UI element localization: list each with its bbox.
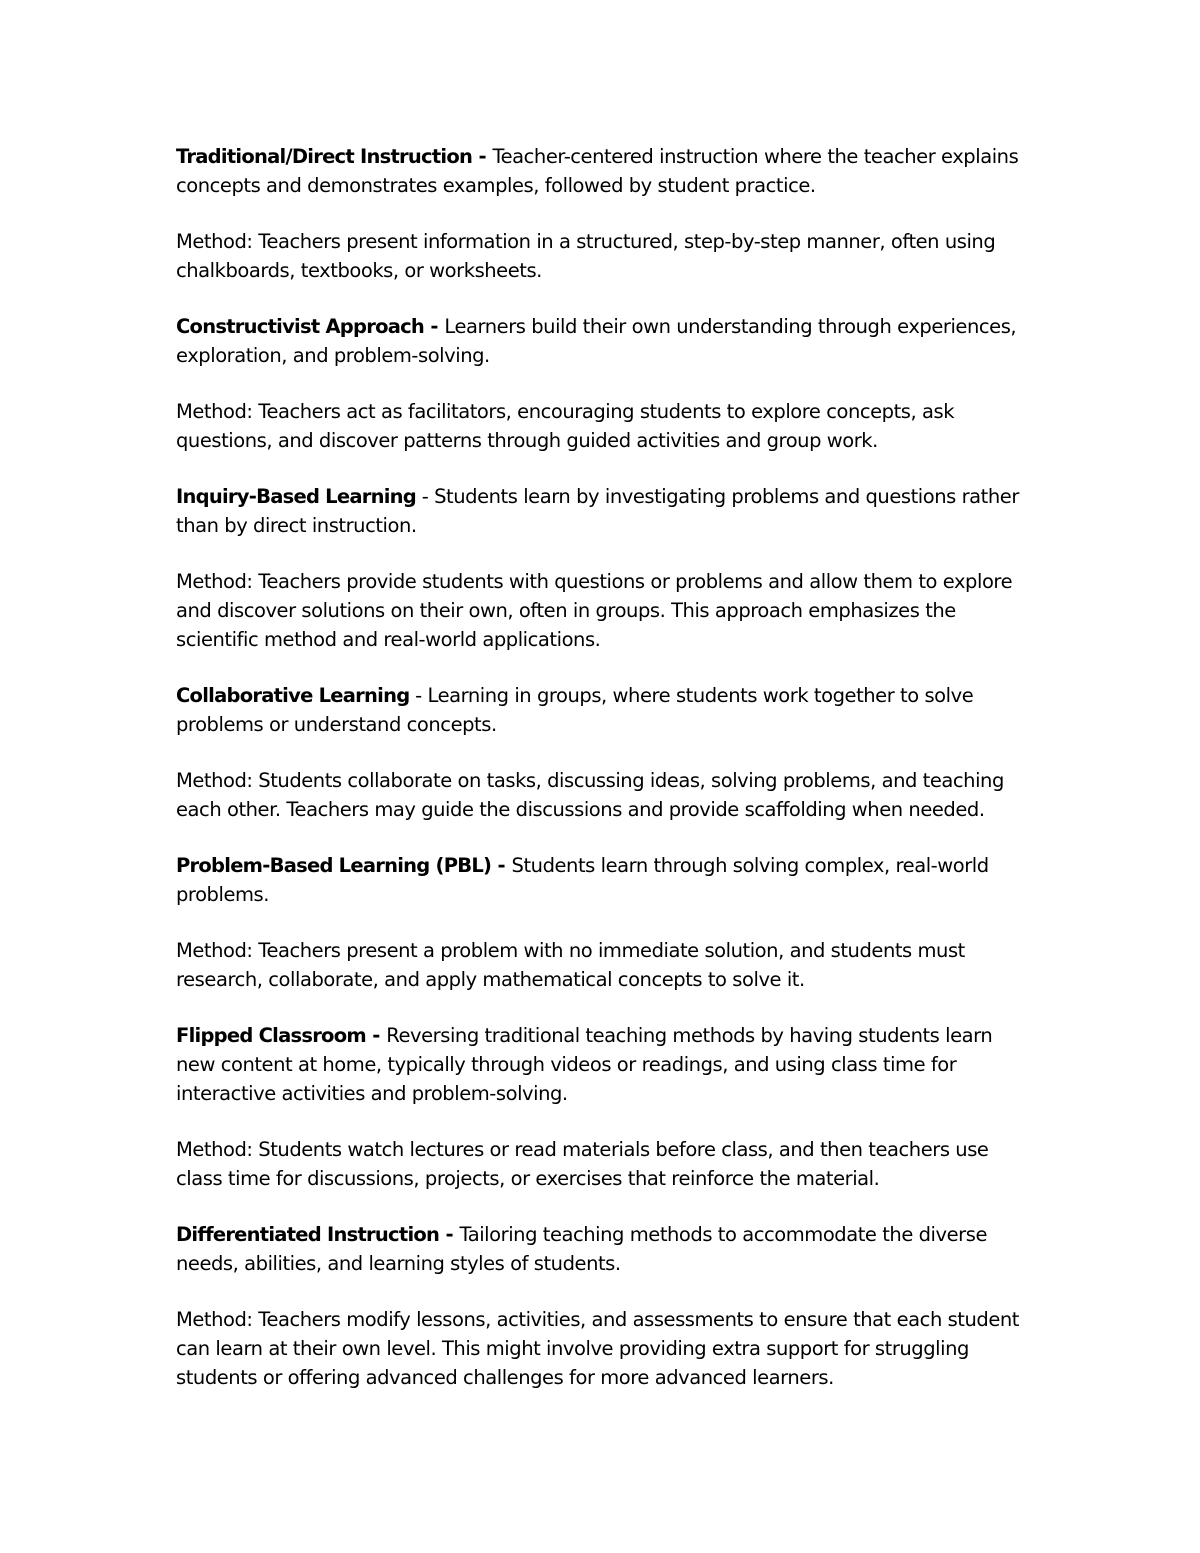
method-paragraph: Method: Teachers present a problem with no immediate solution, and students must research, collaborate, and apply mathematical concepts to solve it. bbox=[176, 939, 965, 991]
section-definition: Students learn through solving complex, real-world problems. bbox=[176, 854, 989, 906]
section-inquiry-based-learning bbox=[176, 482, 1036, 654]
definition-paragraph bbox=[176, 681, 1036, 739]
definition-paragraph bbox=[176, 1220, 1036, 1278]
section-term: Differentiated Instruction bbox=[176, 1223, 440, 1246]
section-definition: Students learn by investigating problems and questions rather than by direct instruction. bbox=[176, 485, 1019, 537]
method-paragraph: Method: Teachers act as facilitators, encouraging students to explore concepts, ask questions, and discover patterns through guided activities and group work. bbox=[176, 400, 955, 452]
section-collaborative-learning bbox=[176, 681, 1036, 824]
term-separator: - bbox=[409, 684, 428, 707]
term-separator: - bbox=[472, 145, 493, 168]
term-separator: - bbox=[424, 315, 445, 338]
section-term: Traditional/Direct Instruction bbox=[176, 145, 473, 168]
section-term: Constructivist Approach bbox=[176, 315, 425, 338]
section-definition: Tailoring teaching methods to accommodate the diverse needs, abilities, and learning styles of students. bbox=[176, 1223, 987, 1275]
definition-paragraph bbox=[176, 851, 1036, 909]
section-term: Flipped Classroom bbox=[176, 1024, 366, 1047]
definition-paragraph bbox=[176, 1021, 1036, 1108]
term-separator: - bbox=[365, 1024, 387, 1047]
method-paragraph: Method: Teachers present information in a structured, step-by-step manner, often using chalkboards, textbooks, or worksheets. bbox=[176, 230, 996, 282]
section-flipped-classroom bbox=[176, 1021, 1036, 1193]
definition-paragraph bbox=[176, 142, 1036, 200]
method-paragraph: Method: Teachers modify lessons, activities, and assessments to ensure that each student can learn at their own level. This might involve providing extra support for struggling students or offering advanced challenges for more advanced learners. bbox=[176, 1308, 1019, 1389]
term-separator: - bbox=[416, 485, 435, 508]
definition-paragraph bbox=[176, 482, 1036, 540]
term-separator: - bbox=[491, 854, 512, 877]
definition-paragraph bbox=[176, 312, 1036, 370]
section-constructivist-approach bbox=[176, 312, 1036, 455]
section-definition: Learners build their own understanding through experiences, exploration, and problem-solving. bbox=[176, 315, 1017, 367]
section-traditional-direct-instruction bbox=[176, 142, 1036, 285]
section-definition: Teacher-centered instruction where the teacher explains concepts and demonstrates examples, followed by student practice. bbox=[176, 145, 1019, 197]
section-term: Inquiry-Based Learning bbox=[176, 485, 417, 508]
section-differentiated-instruction bbox=[176, 1220, 1036, 1392]
document-body bbox=[176, 142, 1036, 1419]
method-paragraph: Method: Students collaborate on tasks, discussing ideas, solving problems, and teaching each other. Teachers may guide the discussions and provide scaffolding when needed. bbox=[176, 769, 1004, 821]
method-paragraph: Method: Students watch lectures or read materials before class, and then teachers use class time for discussions, projects, or exercises that reinforce the material. bbox=[176, 1138, 989, 1190]
section-term: Problem-Based Learning (PBL) bbox=[176, 854, 492, 877]
method-paragraph: Method: Teachers provide students with questions or problems and allow them to explore and discover solutions on their own, often in groups. This approach emphasizes the scientific method and real-world applications. bbox=[176, 570, 1013, 651]
section-problem-based-learning bbox=[176, 851, 1036, 994]
section-term: Collaborative Learning bbox=[176, 684, 410, 707]
section-definition: Learning in groups, where students work together to solve problems or understand concepts. bbox=[176, 684, 974, 736]
term-separator: - bbox=[439, 1223, 460, 1246]
section-definition: Reversing traditional teaching methods by having students learn new content at home, typically through videos or readings, and using class time for interactive activities and problem-solving. bbox=[176, 1024, 993, 1105]
